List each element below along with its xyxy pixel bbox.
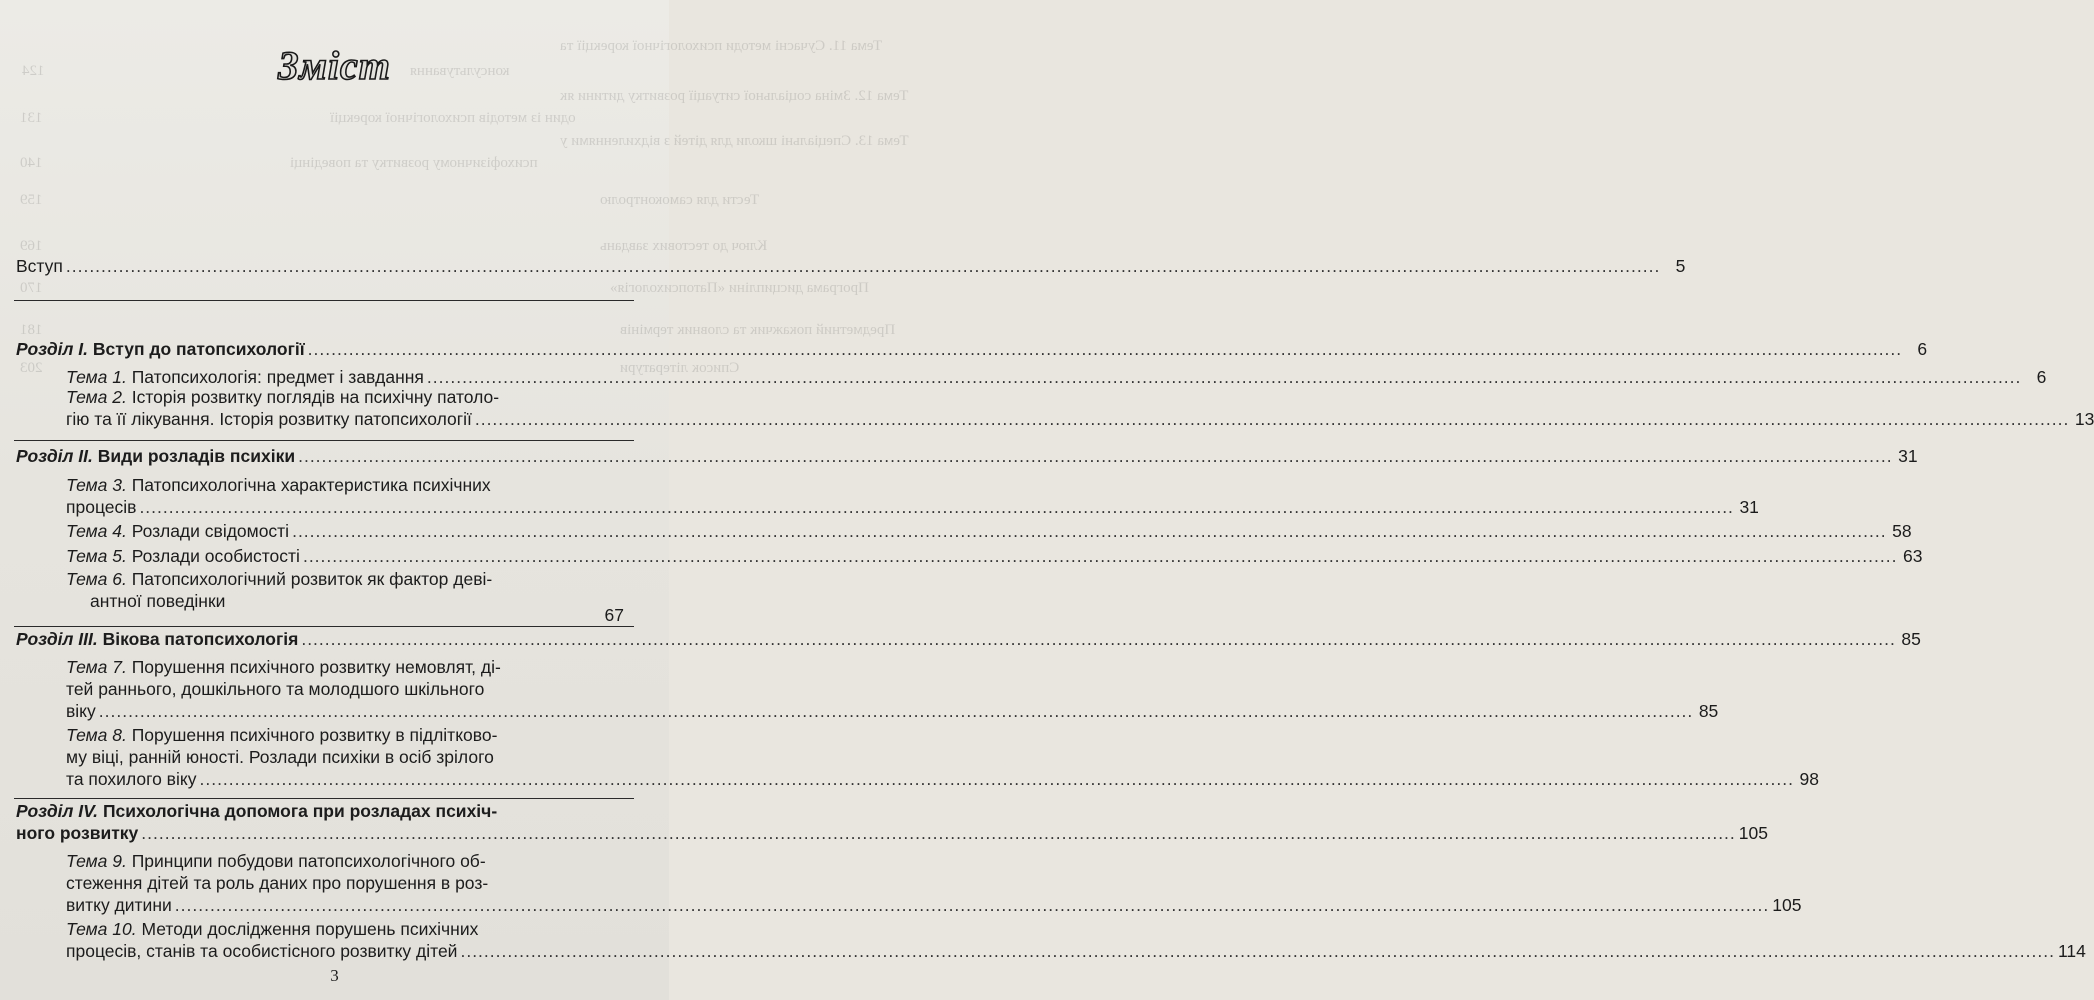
ghost-line: 131 <box>20 110 43 126</box>
topic-label: Тема 7. <box>66 657 127 677</box>
page-ref: 85 <box>1901 629 1921 649</box>
toc-entry-intro[interactable] <box>16 255 1686 278</box>
toc-entry-topic-7-cont <box>66 678 484 701</box>
toc-entry-section-4[interactable] <box>16 800 497 823</box>
page-ref: 6 <box>1917 339 1928 359</box>
page-ref: 6 <box>2036 367 2047 387</box>
toc-entry-topic-8[interactable] <box>66 724 497 747</box>
page-title: Зміст <box>278 43 391 88</box>
section-title: Психологічна допомога при розладах психіч- <box>102 801 498 821</box>
page-ref: 85 <box>1698 701 1719 721</box>
entry-label: Вступ <box>16 256 63 276</box>
leader-dots <box>66 255 1660 278</box>
ghost-line: Тести для самоконтролю <box>600 192 760 208</box>
page-ref: 67 <box>604 605 624 625</box>
toc-entry-topic-9-end[interactable] <box>66 894 1802 917</box>
toc-entry-topic-5[interactable] <box>66 545 1923 568</box>
ghost-line: Список літератури <box>620 360 740 376</box>
page-ref: 105 <box>1738 823 1768 843</box>
section-title-cont: ного розвитку <box>16 823 139 843</box>
topic-title: Історія розвитку поглядів на психічну патоло- <box>131 387 500 407</box>
toc-entry-topic-7[interactable] <box>66 656 501 679</box>
topic-title-cont: стеження дітей та роль даних про порушення в роз- <box>66 873 489 893</box>
topic-title: Розлади особистості <box>131 546 300 566</box>
topic-label: Тема 3. <box>66 475 127 495</box>
section-divider <box>14 440 634 441</box>
topic-title: Порушення психічного розвитку в підлітково- <box>131 725 498 745</box>
page-ref: 98 <box>1799 769 1819 789</box>
section-divider <box>14 300 634 301</box>
topic-title: Патопсихологічна характеристика психічних <box>131 475 491 495</box>
topic-title-cont: процесів <box>66 497 137 517</box>
topic-title: Принципи побудови патопсихологічного об- <box>131 851 486 871</box>
page-ref: 105 <box>1772 895 1802 915</box>
toc-entry-topic-6[interactable] <box>66 568 492 591</box>
toc-entry-topic-10-end[interactable] <box>66 940 2086 963</box>
ghost-line: Тема 13. Спеціальні школи для дітей з відхиленнями у <box>560 133 909 149</box>
page-ref: 31 <box>1898 446 1918 466</box>
section-divider <box>14 798 634 799</box>
topic-title-cont: антної поведінки <box>90 591 226 611</box>
ghost-line: Програма дисципліни «Патопсихологія» <box>610 280 869 296</box>
ghost-line: Тема 11. Сучасні методи психологічної корекції та <box>560 38 883 54</box>
toc-entry-topic-8-end[interactable] <box>66 768 1819 791</box>
leader-dots <box>475 408 2069 431</box>
leader-dots <box>301 628 1895 651</box>
leader-dots <box>303 545 1897 568</box>
page-ref: 58 <box>1892 521 1912 541</box>
topic-title: Методи дослідження порушень психічних <box>141 919 479 939</box>
toc-entry-topic-7-end[interactable] <box>66 700 1719 723</box>
ghost-line: один із методів психологічної корекції <box>330 110 576 126</box>
toc-entry-section-1[interactable] <box>16 338 1928 361</box>
section-divider <box>14 626 634 627</box>
leader-dots <box>460 940 2054 963</box>
section-label: Розділ III. <box>16 629 98 649</box>
section-title: Вікова патопсихологія <box>102 629 299 649</box>
ghost-line: 124 <box>22 63 45 79</box>
toc-entry-topic-9-cont <box>66 872 488 895</box>
topic-label: Тема 1. <box>66 367 127 387</box>
ghost-line: 169 <box>20 238 43 254</box>
leader-dots <box>427 366 2021 389</box>
page-ref: 63 <box>1902 546 1923 566</box>
topic-label: Тема 2. <box>66 387 127 407</box>
section-title: Види розладів психіки <box>97 446 296 466</box>
ghost-line: 181 <box>20 322 43 338</box>
leader-dots <box>298 445 1892 468</box>
page-ref: 13 <box>2074 409 2094 429</box>
ghost-line: Предметний покажчик та словник термінів <box>620 322 896 338</box>
topic-label: Тема 10. <box>66 919 137 939</box>
leader-dots <box>139 496 1733 519</box>
topic-title-cont: процесів, станів та особистісного розвитку дітей <box>66 941 458 961</box>
leader-dots <box>175 894 1769 917</box>
ghost-line: 203 <box>20 360 43 376</box>
toc-entry-topic-9[interactable] <box>66 850 486 873</box>
section-label: Розділ IV. <box>16 801 99 821</box>
ghost-line: Тема 12. Зміна соціальної ситуації розвитку дитини як <box>560 88 909 104</box>
leader-dots <box>199 768 1793 791</box>
section-title: Вступ до патопсихології <box>92 339 305 359</box>
toc-entry-topic-2[interactable] <box>66 386 499 409</box>
leader-dots <box>141 822 1735 845</box>
toc-entry-section-2[interactable] <box>16 445 1918 468</box>
topic-title-cont: та похилого віку <box>66 769 197 789</box>
topic-title-cont: му віці, ранній юності. Розлади психіки в осіб зрілого <box>66 747 494 767</box>
ghost-line: консультування <box>410 63 510 79</box>
toc-entry-topic-2-cont[interactable] <box>66 408 2094 431</box>
ghost-line: Ключ до тестових завдань <box>600 238 768 254</box>
toc-entry-topic-8-cont <box>66 746 494 769</box>
page-number: 3 <box>330 966 339 985</box>
topic-label: Тема 8. <box>66 725 127 745</box>
toc-entry-topic-10[interactable] <box>66 918 478 941</box>
toc-entry-topic-3-cont[interactable] <box>66 496 1759 519</box>
topic-title: Патопсихологія: предмет і завдання <box>131 367 424 387</box>
topic-title-cont: тей раннього, дошкільного та молодшого шкільного <box>66 679 485 699</box>
topic-label: Тема 5. <box>66 546 127 566</box>
topic-title: Порушення психічного розвитку немовлят, ді- <box>131 657 501 677</box>
topic-title: Розлади свідомості <box>131 521 290 541</box>
toc-entry-section-3[interactable] <box>16 628 1921 651</box>
toc-entry-topic-4[interactable] <box>66 520 1912 543</box>
topic-title-cont: віку <box>66 701 96 721</box>
leader-dots <box>308 338 1902 361</box>
toc-entry-section-4-cont[interactable] <box>16 822 1768 845</box>
topic-label: Тема 9. <box>66 851 127 871</box>
ghost-line: 159 <box>20 192 43 208</box>
ghost-line: 170 <box>20 280 43 296</box>
section-label: Розділ II. <box>16 446 93 466</box>
ghost-line: психофізичному розвитку та поведінці <box>290 155 538 171</box>
page-ref: 5 <box>1675 256 1686 276</box>
topic-title-cont: витку дитини <box>66 895 172 915</box>
leader-dots <box>99 700 1693 723</box>
toc-entry-topic-6-cont[interactable] <box>90 590 225 613</box>
page-ref: 114 <box>2057 941 2086 961</box>
ghost-line: 140 <box>20 155 43 171</box>
topic-label: Тема 6. <box>66 569 127 589</box>
topic-title-cont: гію та її лікування. Історія розвитку патопсихології <box>66 409 472 429</box>
page-ref: 31 <box>1739 497 1759 517</box>
toc-entry-topic-3[interactable] <box>66 474 491 497</box>
leader-dots <box>292 520 1886 543</box>
topic-label: Тема 4. <box>66 521 127 541</box>
topic-title: Патопсихологічний розвиток як фактор деві- <box>131 569 493 589</box>
section-label: Розділ І. <box>16 339 88 359</box>
